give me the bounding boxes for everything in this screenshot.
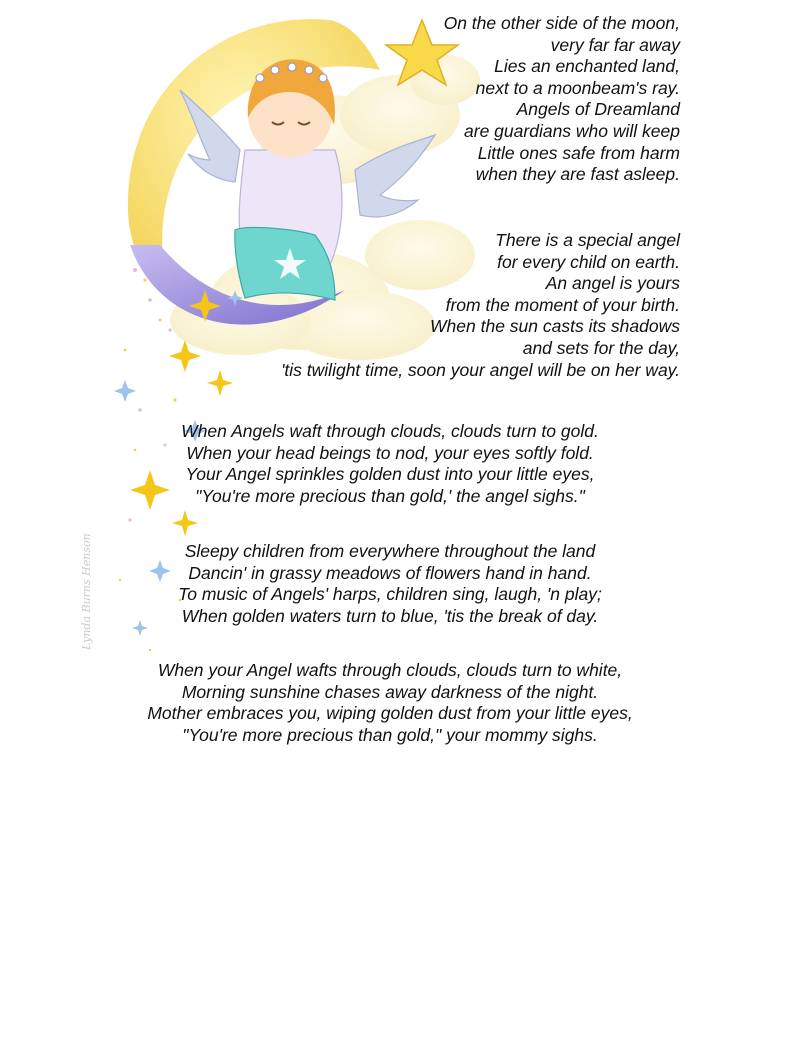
poem-line: very far far away: [550, 34, 680, 55]
poem-line: 'tis twilight time, soon your angel will be on her way.: [281, 359, 680, 380]
poem-line: "You're more precious than gold," your mommy sighs.: [182, 724, 598, 745]
poem-line: When Angels waft through clouds, clouds turn to gold.: [181, 421, 599, 441]
poem-stanza-4: [140, 541, 640, 627]
poem-line: are guardians who will keep: [464, 120, 680, 141]
poem-line: Dancin' in grassy meadows of flowers hand in hand.: [188, 562, 592, 583]
poem-line: An angel is yours: [545, 273, 680, 294]
poem-line: When the sun casts its shadows: [430, 316, 680, 337]
poem-line: Sleepy children from everywhere throughout the land: [184, 541, 596, 561]
poem-stanza-5: [110, 660, 670, 746]
poem-line: Your Angel sprinkles golden dust into your little eyes,: [185, 464, 595, 485]
poem-line: Angels of Dreamland: [516, 99, 680, 120]
poem-line: and sets for the day,: [522, 337, 680, 358]
poem-line: Little ones safe from harm: [477, 142, 680, 163]
poem-line: Mother embraces you, wiping golden dust from your little eyes,: [147, 703, 633, 724]
artist-signature: Lynda Burns Henson: [80, 533, 93, 650]
poem-line: On the other side of the moon,: [443, 13, 680, 33]
poem-line: Lies an enchanted land,: [494, 56, 680, 77]
poem-line: for every child on earth.: [497, 251, 680, 272]
poem-line: To music of Angels' harps, children sing, laugh, 'n play;: [178, 584, 602, 605]
poem-line: from the moment of your birth.: [445, 294, 680, 315]
poem-line: When golden waters turn to blue, 'tis the break of day.: [181, 605, 599, 626]
poem-line: next to a moonbeam's ray.: [475, 77, 680, 98]
poem-stanza-1: [444, 13, 680, 186]
poem-line: There is a special angel: [495, 230, 680, 250]
poem-line: When your head beings to nod, your eyes softly fold.: [186, 442, 594, 463]
poem-stanza-2: [281, 230, 680, 381]
poem-line: "You're more precious than gold,' the angel sighs.": [195, 485, 585, 506]
poem-line: Morning sunshine chases away darkness of the night.: [181, 681, 599, 702]
poem-stanza-3: [140, 421, 640, 507]
poem-line: when they are fast asleep.: [475, 164, 680, 185]
poem-line: When your Angel wafts through clouds, clouds turn to white,: [157, 660, 623, 680]
